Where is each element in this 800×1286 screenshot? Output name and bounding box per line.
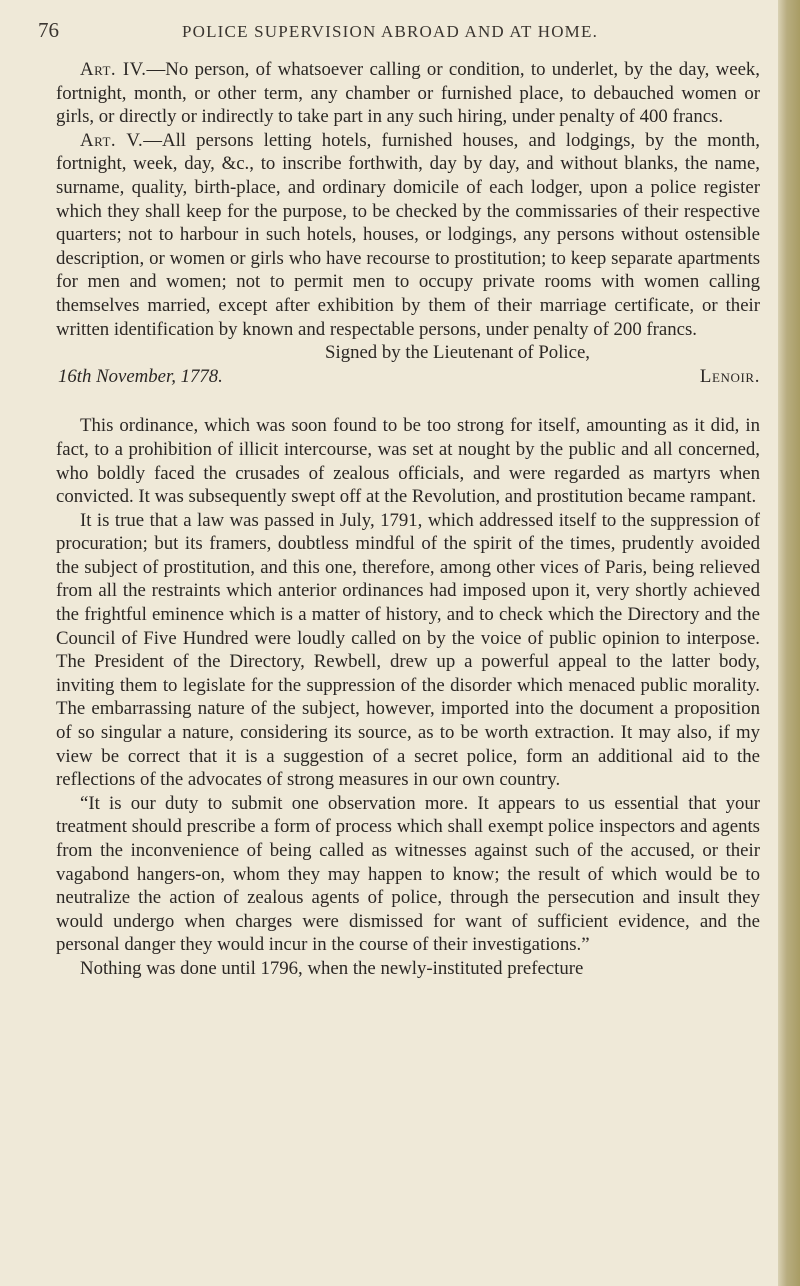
running-title: POLICE SUPERVISION ABROAD AND AT HOME.: [181, 22, 599, 41]
paragraph: Nothing was done until 1796, when the newly-instituted prefecture: [80, 957, 584, 979]
paragraph: “It is our duty to submit one observation more. It appears to us essential that your treatment should prescribe a form of process which shall exempt police inspectors and agents from the inconvenience of being called as witnesses against such of the accused, or their vagabond hangers-on, whom they may happen to know; the result of which would be to neutralize the action of zealous agents of police, through the persecution and insult they would undergo when charges were dismissed for want of sufficient evidence, and the personal danger they would incur in the course of their investigations.”: [56, 792, 760, 956]
paragraph: It is true that a law was passed in July, 1791, which addressed itself to the suppression of procuration; but its framers, doubtless mindful of the spirit of the times, prudently avoided the subject of prostitution, and this one, therefore, among other vices of Paris, being relieved from all the restraints which anterior ordinances had imposed upon it, very shortly achieved the frightful eminence which is a matter of history, and to check which the Directory and the Council of Five Hundred were loudly called on by the voice of public opinion to interpose. The President of the Directory, Rewbell, drew up a powerful appeal to the latter body, inviting them to legislate for the suppression of the disorder which menaced public morality. The embarrassing nature of the subject, however, imported into the document a proposition of so singular a nature, considering its source, as to be worth extraction. It may also, if my view be correct that it is a suggestion of a secret police, form an additional aid to the reflections of the advocates of strong measures in our own country.: [56, 509, 760, 791]
article-iv-text: —No person, of whatsoever calling or condition, to underlet, by the day, week, fortnight, month, or other term, any chamber or furnished place, to debauched women or girls, or directly or indirectly to take part in any such hiring, under penalty of 400 francs.: [56, 59, 760, 128]
page-edge: [778, 0, 800, 1286]
article-iv: [56, 58, 760, 129]
ordinance-date: 16th November, 1778.: [58, 365, 223, 387]
article-iv-label: Art. IV.: [80, 59, 147, 80]
article-v-text: —All persons letting hotels, furnished houses, and lodgings, by the month, fortnight, week, day, &c., to inscribe forthwith, day by day, and without blanks, the name, surname, quality, birth-place, and ordinary domicile of each lodger, upon a police register which they shall keep for the purpose, to be checked by the commissaries of their respective quarters; not to harbour in such hotels, houses, or lodgings, any persons without ostensible description, or women or girls who have recourse to prostitution; to keep separate apartments for men and women; not to permit men to occupy private rooms with women calling themselves married, except after exhibition by them of their marriage certificate, or their written identification by known and respectable persons, under penalty of 200 francs.: [56, 129, 760, 340]
page-number: 76: [38, 18, 59, 42]
paragraph: This ordinance, which was soon found to be too strong for itself, amounting as it did, in fact, to a prohibition of illicit intercourse, was set at nought by the public and all concerned, who boldly faced the crusades of zealous officials, and were regarded as martyrs when convicted. It was subsequently swept off at the Revolution, and prostitution became rampant.: [56, 415, 760, 508]
article-v-label: Art. V.: [80, 129, 144, 151]
page-text: [56, 58, 760, 981]
signature-line: Signed by the Lieutenant of Police,: [325, 342, 590, 364]
date-signatory-line: [56, 365, 760, 389]
signatory-name: Lenoir.: [699, 365, 760, 387]
article-v: [56, 129, 760, 341]
